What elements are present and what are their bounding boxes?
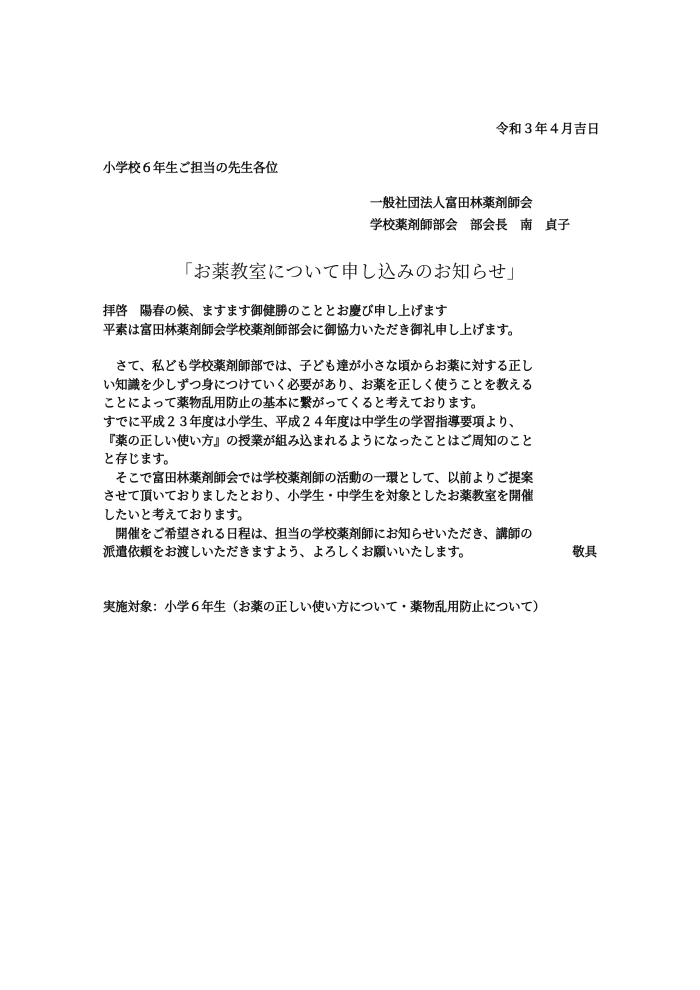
body-line: さて、私ども学校薬剤師部では、子ども達が小さな頃からお薬に対する正し [103, 359, 534, 374]
letter-body [103, 302, 603, 562]
body-line: い知識を少しずつ身につけていく必要があり、お薬を正しく使うことを教える [103, 377, 534, 392]
body-line: そこで富田林薬剤師会では学校薬剤師の活動の一環として、以前よりご提案 [103, 470, 534, 485]
body-line: したいと考えております。 [103, 507, 250, 522]
sender-block [370, 192, 570, 236]
closing-word: 敬具 [572, 545, 597, 560]
paragraph-gap [103, 339, 603, 357]
document-title: 「お薬教室について申し込みのお知らせ」 [174, 262, 526, 283]
body-line: 開催をご希望される日程は、担当の学校薬剤師にお知らせいただき、講師の [103, 526, 533, 541]
closing-line: 派遣依頼をお渡しいただきますよう、よろしくお願いいたします。 [103, 545, 471, 560]
greeting-line-2: 平素は富田林薬剤師会学校薬剤師部会に御協力いただき御礼申し上げます。 [103, 322, 521, 337]
body-line: 『薬の正しい使い方』の授業が組み込まれるようになったことはご周知のこと [103, 433, 534, 448]
sender-division: 学校薬剤師部会 部会長 南 貞子 [370, 217, 571, 232]
greeting-line-1: 拝啓 陽春の候、ますます御健勝のこととお慶び申し上げます [103, 304, 448, 318]
sender-organization: 一般社団法人富田林薬剤師会 [370, 195, 533, 210]
target-audience: 実施対象：小学６年生（お薬の正しい使い方について・薬物乱用防止について） [103, 600, 546, 614]
body-line: すでに平成２３年度は小学生、平成２４年度は中学生の学習指導要項より、 [103, 414, 522, 429]
document-date: 令和３年４月吉日 [495, 121, 600, 136]
body-line: と存じます。 [103, 452, 176, 467]
body-line: ことによって薬物乱用防止の基本に繋がってくると考えております。 [103, 396, 484, 411]
recipient-line: 小学校６年生ご担当の先生各位 [103, 160, 279, 175]
body-line: させて頂いておりましたとおり、小学生・中学生を対象としたお薬教室を開催 [103, 489, 534, 504]
closing-row [103, 543, 603, 562]
